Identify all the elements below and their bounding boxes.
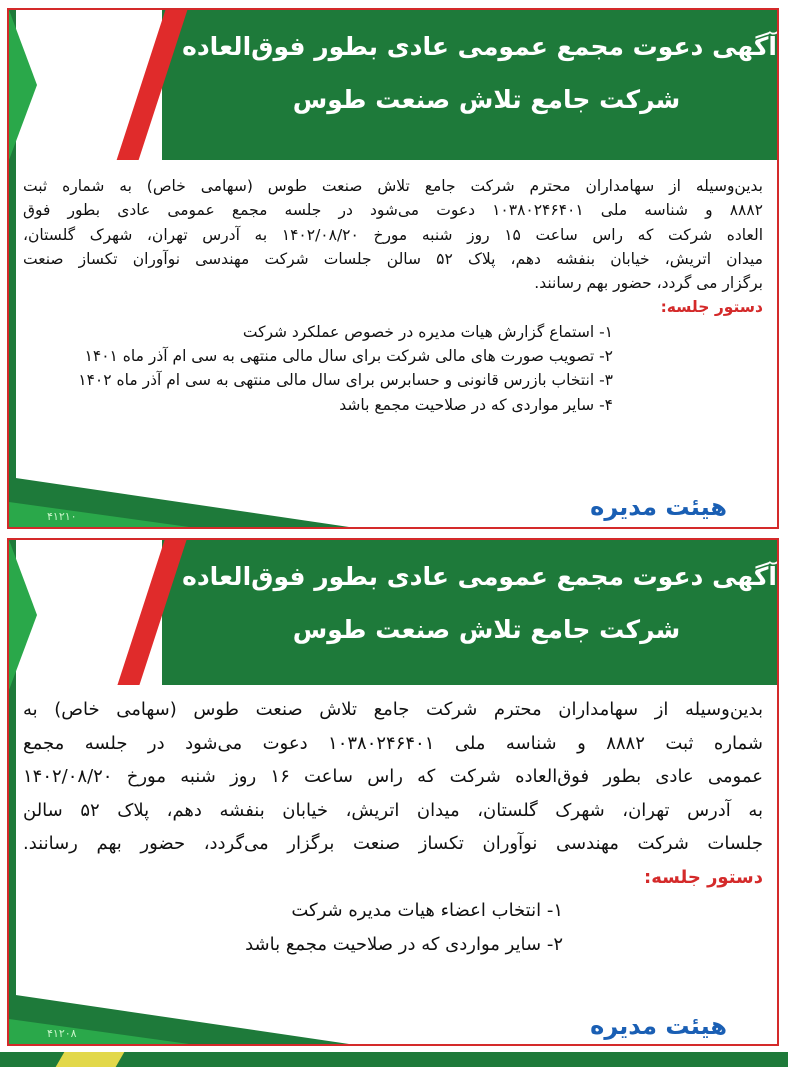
announcement-body bbox=[23, 693, 763, 961]
ad-code: ۴۱۲۰۸ bbox=[47, 1027, 77, 1040]
agenda-item: ۲- سایر مواردی که در صلاحیت مجمع باشد bbox=[245, 933, 563, 955]
agenda-item: ۱- استماع گزارش هیات مدیره در خصوص عملکرد شرکت bbox=[242, 322, 613, 341]
agenda-title: دستور جلسه: bbox=[644, 866, 763, 888]
company-name: شرکت جامع تلاش صنعت طوس bbox=[292, 615, 681, 644]
body-line: جلسات شرکت مهندسی نوآوران تکساز صنعت برگزار می‌گردد، حضور بهم رسانند. bbox=[23, 833, 763, 854]
signature: هیئت مدیره bbox=[590, 493, 727, 521]
agenda-item: ۳- انتخاب بازرس قانونی و حسابرس برای سال مالی منتهی به سی ام آذر ماه ۱۴۰۲ bbox=[78, 371, 613, 390]
ad-code: ۴۱۲۱۰ bbox=[47, 510, 77, 523]
agenda-item: ۲- تصویب صورت های مالی شرکت برای سال مالی منتهی به سی ام آذر ماه ۱۴۰۱ bbox=[84, 347, 613, 366]
body-line: العاده شرکت که راس ساعت ۱۵ روز شنبه مورخ ۱۴۰۲/۰۸/۲۰ به آدرس تهران، شهرک گلستان، bbox=[23, 225, 763, 244]
company-name: شرکت جامع تلاش صنعت طوس bbox=[292, 85, 681, 114]
announcement-body bbox=[23, 174, 763, 417]
announcement-title: آگهی دعوت مجمع عمومی عادی بطور فوق‌العاده bbox=[182, 562, 777, 591]
announcement-header bbox=[162, 540, 777, 685]
announcement-title: آگهی دعوت مجمع عمومی عادی بطور فوق‌العاده bbox=[182, 32, 777, 61]
left-accent-triangle bbox=[9, 10, 37, 160]
body-line: میدان اتریش، خیابان بنفشه دهم، پلاک ۵۲ سالن جلسات شرکت مهندسی نوآوران تکساز صنعت bbox=[23, 249, 763, 268]
announcement-header bbox=[162, 10, 777, 160]
agenda-item: ۴- سایر مواردی که در صلاحیت مجمع باشد bbox=[339, 395, 613, 414]
next-ad-strip bbox=[0, 1052, 788, 1067]
body-line: ۸۸۸۲ و شناسه ملی ۱۰۳۸۰۲۴۶۴۰۱ دعوت می‌شود در جلسه مجمع عمومی عادی بطور فوق bbox=[23, 201, 763, 220]
signature: هیئت مدیره bbox=[590, 1012, 727, 1040]
body-line: عمومی عادی بطور فوق‌العاده شرکت که راس ساعت ۱۶ روز شنبه مورخ ۱۴۰۲/۰۸/۲۰ bbox=[23, 766, 764, 787]
announcement-2 bbox=[7, 538, 779, 1046]
yellow-accent bbox=[56, 1052, 125, 1067]
left-accent-triangle bbox=[9, 540, 37, 690]
body-line: بدین‌وسیله از سهامداران محترم شرکت جامع تلاش صنعت طوس (سهامی خاص) به bbox=[23, 699, 763, 720]
body-line: برگزار می گردد، حضور بهم رسانند. bbox=[534, 274, 763, 293]
body-line: بدین‌وسیله از سهامداران محترم شرکت جامع تلاش صنعت طوس (سهامی خاص) به شماره ثبت bbox=[23, 177, 763, 195]
body-line: به آدرس تهران، شهرک گلستان، میدان اتریش، خیابان بنفشه دهم، پلاک ۵۲ سالن bbox=[23, 799, 763, 821]
agenda-title: دستور جلسه: bbox=[660, 298, 763, 317]
body-line: شماره ثبت ۸۸۸۲ و شناسه ملی ۱۰۳۸۰۲۴۶۴۰۱ دعوت می‌شود در جلسه مجمع bbox=[23, 732, 763, 754]
announcement-1 bbox=[7, 8, 779, 529]
agenda-item: ۱- انتخاب اعضاء هیات مدیره شرکت bbox=[291, 900, 563, 921]
